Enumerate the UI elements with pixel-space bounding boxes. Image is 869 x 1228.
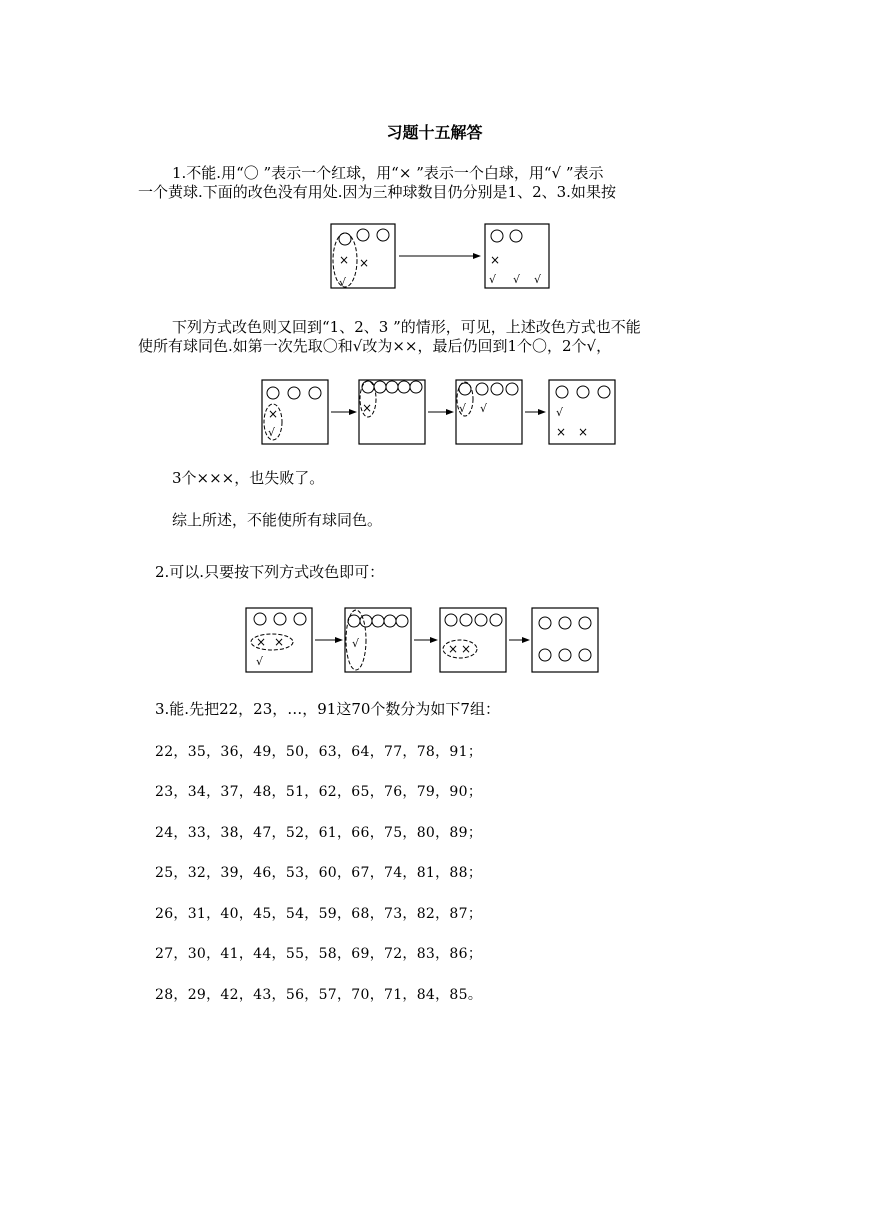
check-mark: √ [352, 637, 360, 650]
cross-mark: × [339, 253, 350, 267]
check-mark: √ [489, 273, 497, 286]
check-mark: √ [480, 402, 488, 415]
cross-mark: × [578, 425, 589, 439]
check-mark: √ [556, 406, 564, 419]
number-group-3: 24，33，38，47，52，61，66，75，80，89； [155, 825, 483, 841]
diagram-2 [258, 374, 623, 450]
number-group-6: 27，30，41，44，55，58，69，72，83，86； [155, 946, 483, 962]
number-group-5: 26，31，40，45，54，59，68，73，82，87； [155, 906, 483, 922]
number-group-7: 28，29，42，43，56，57，70，71，84，85。 [155, 987, 483, 1003]
check-mark: √ [268, 426, 276, 439]
number-group-4: 25，32，39，46，53，60，67，74，81，88； [155, 865, 483, 881]
cross-mark: × [448, 642, 459, 656]
q1-line3: 下列方式改色则又回到“1、2、3 ”的情形，可见，上述改色方式也不能 [172, 318, 641, 336]
q1-conclusion-2: 综上所述，不能使所有球同色。 [172, 511, 383, 529]
cross-mark: × [268, 407, 279, 421]
q1-line1: 1.不能.用“〇 ”表示一个红球，用“× ”表示一个白球，用“√ ”表示 [172, 164, 604, 182]
check-mark: √ [513, 273, 521, 286]
q1-conclusion-1: 3个×××，也失败了。 [172, 469, 325, 487]
cross-mark: × [359, 256, 370, 270]
diagram-3-box-3 [440, 608, 506, 672]
cross-mark: × [461, 642, 472, 656]
q2-text: 2.可以.只要按下列方式改色即可： [155, 563, 385, 581]
number-group-1: 22，35，36，49，50，63，64，77，78，91； [155, 744, 483, 760]
page-title: 习题十五解答 [386, 123, 483, 142]
check-mark: √ [459, 402, 467, 415]
cross-mark: × [490, 253, 501, 267]
cross-mark: × [556, 425, 567, 439]
check-mark: √ [256, 655, 264, 668]
diagram-1 [325, 218, 555, 294]
number-group-2: 23，34，37，48，51，62，65，76，79，90； [155, 784, 483, 800]
check-mark: √ [534, 273, 542, 286]
check-mark: √ [339, 276, 347, 289]
cross-mark: × [274, 635, 285, 649]
diagram-3 [242, 602, 604, 678]
q3-text: 3.能.先把22，23，…，91这70个数分为如下7组： [155, 700, 500, 718]
q1-line4: 使所有球同色.如第一次先取〇和√改为××，最后仍回到1个〇，2个√， [138, 337, 612, 355]
cross-mark: × [362, 401, 373, 415]
cross-mark: × [256, 635, 267, 649]
q1-line2: 一个黄球.下面的改色没有用处.因为三种球数目仍分别是1、2、3.如果按 [138, 183, 616, 201]
